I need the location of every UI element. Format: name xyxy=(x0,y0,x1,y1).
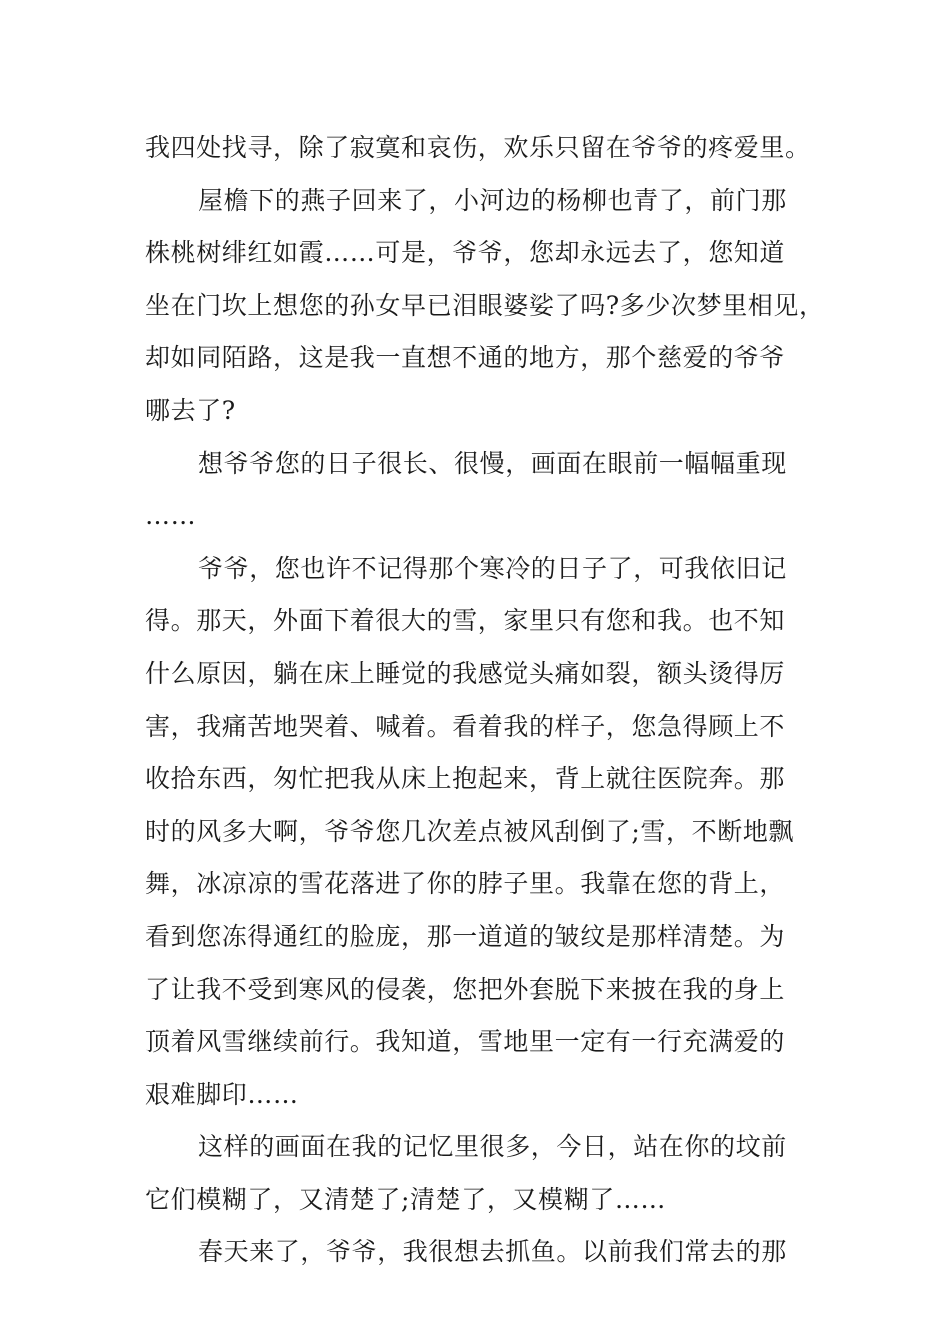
text-line: 看到您冻得通红的脸庞，那一道道的皱纹是那样清楚。为 xyxy=(145,921,786,951)
text-line: 时的风多大啊，爷爷您几次差点被风刮倒了;雪，不断地飘 xyxy=(145,816,795,846)
text-line: 坐在门坎上想您的孙女早已泪眼婆娑了吗?多少次梦里相见， xyxy=(145,290,825,320)
paragraph-start-line: 屋檐下的燕子回来了，小河边的杨柳也青了，前门那 xyxy=(198,185,787,215)
text-line: 顶着风雪继续前行。我知道，雪地里一定有一行充满爱的 xyxy=(145,1027,786,1057)
paragraph-start-line: 春天来了，爷爷，我很想去抓鱼。以前我们常去的那 xyxy=(198,1237,787,1267)
text-line: 却如同陌路，这是我一直想不通的地方，那个慈爱的爷爷 xyxy=(145,343,786,373)
text-line: 收拾东西，匆忙把我从床上抱起来，背上就往医院奔。那 xyxy=(145,764,786,794)
text-line: 舞，冰凉凉的雪花落进了你的脖子里。我靠在您的背上， xyxy=(145,869,786,899)
text-line: …… xyxy=(145,501,197,531)
paragraph-start-line: 想爷爷您的日子很长、很慢，画面在眼前一幅幅重现 xyxy=(198,448,787,478)
text-line: 株桃树绯红如霞……可是，爷爷，您却永远去了，您知道 xyxy=(145,238,786,268)
text-line: 它们模糊了，又清楚了;清楚了，又模糊了…… xyxy=(145,1184,667,1214)
text-line: 艰难脚印…… xyxy=(145,1079,299,1109)
text-line: 了让我不受到寒风的侵袭，您把外套脱下来披在我的身上 xyxy=(145,974,786,1004)
text-line: 我四处找寻，除了寂寞和哀伤，欢乐只留在爷爷的疼爱里。 xyxy=(145,133,811,162)
text-line: 得。那天，外面下着很大的雪，家里只有您和我。也不知 xyxy=(145,606,786,636)
text-line: 害，我痛苦地哭着、喊着。看着我的样子，您急得顾上不 xyxy=(145,711,786,741)
text-line: 什么原因，躺在床上睡觉的我感觉头痛如裂，额头烫得厉 xyxy=(145,658,786,688)
document-body xyxy=(145,122,825,1279)
paragraph-start-line: 这样的画面在我的记忆里很多，今日，站在你的坟前 xyxy=(198,1132,787,1162)
text-line: 哪去了? xyxy=(145,395,236,425)
paragraph-start-line: 爷爷，您也许不记得那个寒冷的日子了，可我依旧记 xyxy=(198,553,787,583)
